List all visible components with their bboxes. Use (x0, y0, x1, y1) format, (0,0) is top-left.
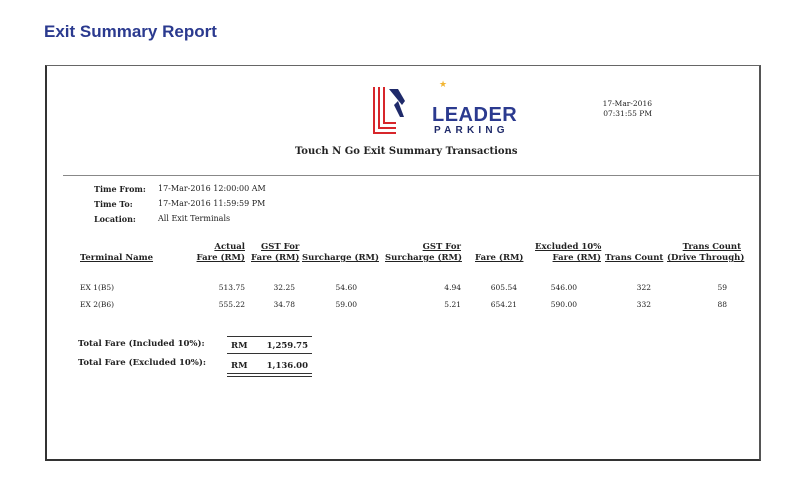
logo-mark (374, 87, 396, 133)
report-date: 17-Mar-2016 (602, 99, 652, 108)
report-time: 07:31:55 PM (603, 109, 652, 118)
report-viewer (45, 65, 761, 461)
row1-fare: 605.54 (490, 283, 517, 292)
time-from-value: 17-Mar-2016 12:00:00 AM (158, 184, 266, 193)
col-excluded-fare-line2: Fare (RM) (552, 253, 601, 263)
total-double-rule-2 (227, 376, 312, 377)
report-heading: Touch N Go Exit Summary Transactions (295, 146, 518, 157)
row1-drive-through: 59 (717, 283, 727, 292)
total-included-underline (227, 353, 312, 354)
location-label: Location: (94, 214, 136, 224)
total-excluded-currency: RM (231, 361, 248, 371)
time-from-label: Time From: (94, 184, 146, 194)
col-gst-fare (251, 242, 299, 264)
row1-actual-fare: 513.75 (218, 283, 245, 292)
col-actual-fare-line2: Fare (RM) (196, 253, 245, 263)
row2-excluded-fare: 590.00 (550, 300, 577, 309)
col-gst-surcharge (385, 242, 461, 264)
row2-gst-surcharge: 5.21 (444, 300, 461, 309)
time-to-value: 17-Mar-2016 11:59:59 PM (158, 199, 266, 208)
col-gst-fare-line1: GST For (261, 242, 300, 252)
col-excluded-fare (535, 242, 601, 264)
row2-surcharge: 59.00 (335, 300, 357, 309)
row1-gst-fare: 32.25 (273, 283, 295, 292)
total-included-label: Total Fare (Included 10%): (78, 339, 205, 349)
row2-trans-count: 332 (636, 300, 651, 309)
time-to-label: Time To: (94, 199, 133, 209)
col-drive-through-line2: (Drive Through) (667, 253, 745, 263)
col-drive-through-line1: Trans Count (682, 242, 741, 252)
total-excluded-label: Total Fare (Excluded 10%): (78, 358, 207, 368)
row2-terminal: EX 2(B6) (80, 300, 115, 309)
row1-surcharge: 54.60 (335, 283, 357, 292)
total-included-amount: 1,259.75 (266, 341, 308, 351)
header-divider (63, 175, 759, 176)
col-gst-fare-line2: Fare (RM) (251, 253, 300, 263)
total-top-rule (227, 336, 312, 337)
row1-terminal: EX 1(B5) (80, 283, 115, 292)
star-icon: ★ (439, 80, 448, 90)
location-value: All Exit Terminals (158, 214, 231, 223)
row2-fare: 654.21 (490, 300, 517, 309)
col-surcharge: Surcharge (RM) (302, 253, 379, 263)
row2-drive-through: 88 (717, 300, 727, 309)
logo-brand-text: LEADER (432, 104, 518, 126)
col-terminal-name: Terminal Name (80, 253, 154, 263)
row2-gst-fare: 34.78 (273, 300, 295, 309)
col-drive-through (667, 242, 745, 264)
col-trans-count: Trans Count (605, 253, 664, 263)
row1-excluded-fare: 546.00 (550, 283, 577, 292)
col-gst-surcharge-line2: Surcharge (RM) (385, 253, 462, 263)
logo-sub-text: PARKING (434, 125, 509, 136)
total-excluded-amount: 1,136.00 (266, 361, 308, 371)
page-title: Exit Summary Report (44, 22, 217, 41)
col-fare: Fare (RM) (475, 253, 524, 263)
total-double-rule-1 (227, 373, 312, 374)
row1-trans-count: 322 (636, 283, 651, 292)
row1-gst-surcharge: 4.94 (444, 283, 461, 292)
col-actual-fare-line1: Actual (214, 242, 245, 252)
col-gst-surcharge-line1: GST For (422, 242, 461, 252)
row2-actual-fare: 555.22 (218, 300, 245, 309)
total-included-currency: RM (231, 341, 248, 351)
col-excluded-fare-line1: Excluded 10% (535, 242, 602, 252)
col-actual-fare (193, 242, 245, 264)
